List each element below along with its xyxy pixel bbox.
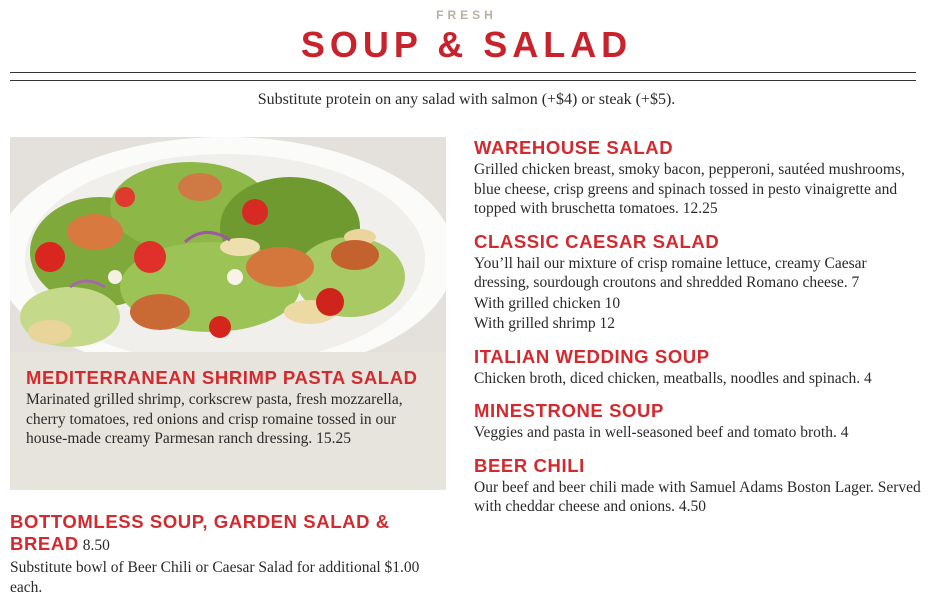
menu-item-description: You’ll hail our mixture of crisp romaine lettuce, creamy Caesar dressing, sourdough croutons and shredded Romano cheese. 7 <box>474 254 867 291</box>
menu-item-name: WAREHOUSE SALAD <box>474 137 674 158</box>
featured-dish-name: MEDITERRANEAN SHRIMP PASTA SALAD <box>26 367 418 388</box>
top-rule <box>10 72 916 73</box>
menu-item-description: Our beef and beer chili made with Samuel Adams Boston Lager. Served with cheddar cheese and onions. 4.50 <box>474 478 921 515</box>
menu-item-name: ITALIAN WEDDING SOUP <box>474 345 710 367</box>
menu-item-option: With grilled chicken 10 <box>474 294 621 312</box>
bottomless-description: Substitute bowl of Beer Chili or Caesar Salad for additional $1.00 each. <box>10 559 420 596</box>
menu-item-description: Chicken broth, diced chicken, meatballs, noodles and spinach. 4 <box>474 369 872 387</box>
menu-item-name: MINESTRONE SOUP <box>474 400 664 421</box>
menu-item-description: Grilled chicken breast, smoky bacon, pepperoni, sautéed mushrooms, blue cheese, crisp greens and spinach tossed in pesto vinaigrette and topped with bruschetta tomatoes. 12.25 <box>474 161 905 217</box>
menu-item-name: CLASSIC CAESAR SALAD <box>474 230 720 252</box>
page-title: SOUP & SALAD <box>300 24 633 65</box>
menu-item-option: With grilled shrimp 12 <box>474 315 616 332</box>
featured-dish-description: Marinated grilled shrimp, corkscrew pasta, fresh mozzarella, cherry tomatoes, red onions and crisp romaine tossed in our house-made creamy Parmesan ranch dressing. 15.25 <box>26 391 403 447</box>
menu-item-name: BEER CHILI <box>474 454 585 476</box>
top-rule-secondary <box>10 80 916 81</box>
menu-item-description: Veggies and pasta in well-seasoned beef and tomato broth. 4 <box>474 424 849 441</box>
menu-item-italian-wedding-soup <box>474 346 926 389</box>
substitution-note: Substitute protein on any salad with salmon (+$4) or steak (+$5). <box>257 91 676 108</box>
salad-photo <box>10 137 446 352</box>
menu-item-minestrone-soup <box>474 400 926 443</box>
section-kicker: FRESH <box>436 8 497 22</box>
menu-items-list <box>474 137 926 529</box>
menu-item-beer-chili <box>474 455 926 517</box>
menu-item-warehouse-salad <box>474 137 926 219</box>
featured-dish-panel <box>10 137 446 490</box>
bottomless-price: 8.50 <box>82 537 110 554</box>
bottomless-combo <box>10 511 446 597</box>
menu-item-classic-caesar-salad <box>474 231 926 334</box>
featured-dish <box>26 367 438 449</box>
bottomless-name: BOTTOMLESS SOUP, GARDEN SALAD & BREAD <box>10 511 390 554</box>
